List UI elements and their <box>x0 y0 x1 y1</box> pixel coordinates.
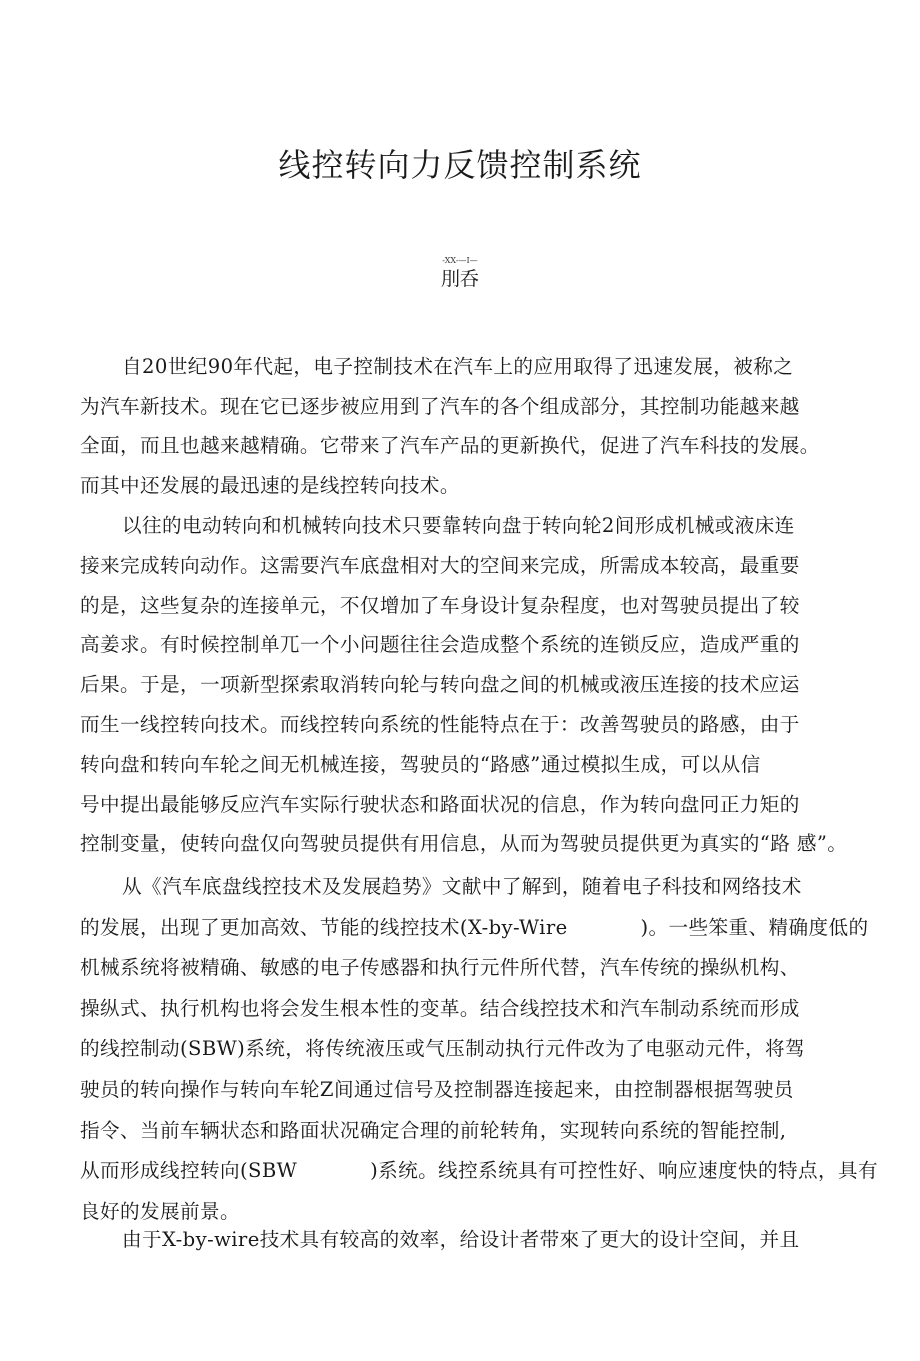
subtitle: 刖呑 <box>440 268 479 290</box>
document-title: 线控转向力反馈控制系统 <box>278 146 642 184</box>
paragraph-line: 而生一线控转向技术。而线控转向系统的性能特点在于：改善驾驶员的路感，由于 <box>80 713 800 736</box>
paragraph-line: 控制变量，使转向盘仅向驾驶员提供有用信息，从而为驾驶员提供更为真实的“路 感”。 <box>80 832 848 856</box>
paragraph-line: 后果。于是，一项新型探索取消转向轮与转向盘之间的机械或液压连接的技术应运 <box>80 673 800 697</box>
paragraph-line: 的是，这些复杂的连接单元，不仅增加了车身设计复杂程度，也对驾驶员提出了较 <box>80 593 800 617</box>
subtitle-small: -XX-—I— <box>442 256 478 265</box>
paragraph-line: 号中提出最能够反应汽车实际行驶状态和路面状况的信息，作为转向盘冋正力矩的 <box>80 792 800 816</box>
paragraph-line: 接来完成转向动作。这需要汽车底盘相对大的空间来完成，所需成本较高，最重要 <box>80 553 800 577</box>
paragraph-line: 全面，而且也越来越精确。它带来了汽车产品的更新换代，促进了汽车科技的发展。 <box>80 434 820 458</box>
paragraph-line: 操纵式、执行机构也将会发生根本性的变革。结合线控技术和汽车制动系统而形成 <box>80 996 800 1020</box>
paragraph-line: 而其中还发展的最迅速的是线控转向技术。 <box>80 474 460 498</box>
paragraph-line: 转向盘和转向车轮之间无机械连接，驾驶员的“路感”通过模拟生成，可以从信 <box>80 752 761 776</box>
paragraph-line: 高姜求。有时候控制单兀一个小问题往往会造成整个系统的连锁反应，造成严重的 <box>80 633 800 657</box>
paragraph-line: 良好的发展前景。 <box>80 1199 240 1223</box>
paragraph-line: 的线控制动(SBW)系统，将传统液压或气压制动执行元件改为了电驱动元件，将驾 <box>80 1037 806 1061</box>
paragraph-line: 为汽车新技术。现在它已逐步被应用到了汽车的各个组成部分，其控制功能越来越 <box>80 394 800 418</box>
paragraph-line: 自20世纪90年代起，电子控制技术在汽车上的应用取得了迅速发展，被称之 <box>122 355 794 378</box>
paragraph-line: 的发展，出现了更加高效、节能的线控技术(X-by-Wire )。一些笨重、精确度低的 <box>80 915 869 939</box>
paragraph-line: 指令、当前车辆状态和路面状况确定合理的前轮转角，实现转向系统的智能控制, <box>80 1118 787 1142</box>
paragraph-line: 驶员的转向操作与转向车轮Z间通过信号及控制器连接起来，由控制器根据驾驶员 <box>80 1078 794 1101</box>
paragraph-line: 从而形成线控转向(SBW )系统。线控系统具有可控性好、响应速度快的特点，具有 <box>80 1159 878 1183</box>
paragraph-line: 从《汽车底盘线控技术及发展趋势》文献中了解到，随着电子科技和网络技术 <box>122 875 802 898</box>
paragraph-line: 机械系统将被精确、敏感的电子传感器和执行元件所代替，汽车传统的操纵机构、 <box>80 956 800 980</box>
paragraph-line: 由于X-by-wire技术具有较高的效率，给设计者带來了更大的设计空间，并且 <box>122 1228 800 1251</box>
paragraph-line: 以往的电动转向和机械转向技术只要靠转向盘于转向轮2间形成机械或液床连 <box>122 514 795 537</box>
